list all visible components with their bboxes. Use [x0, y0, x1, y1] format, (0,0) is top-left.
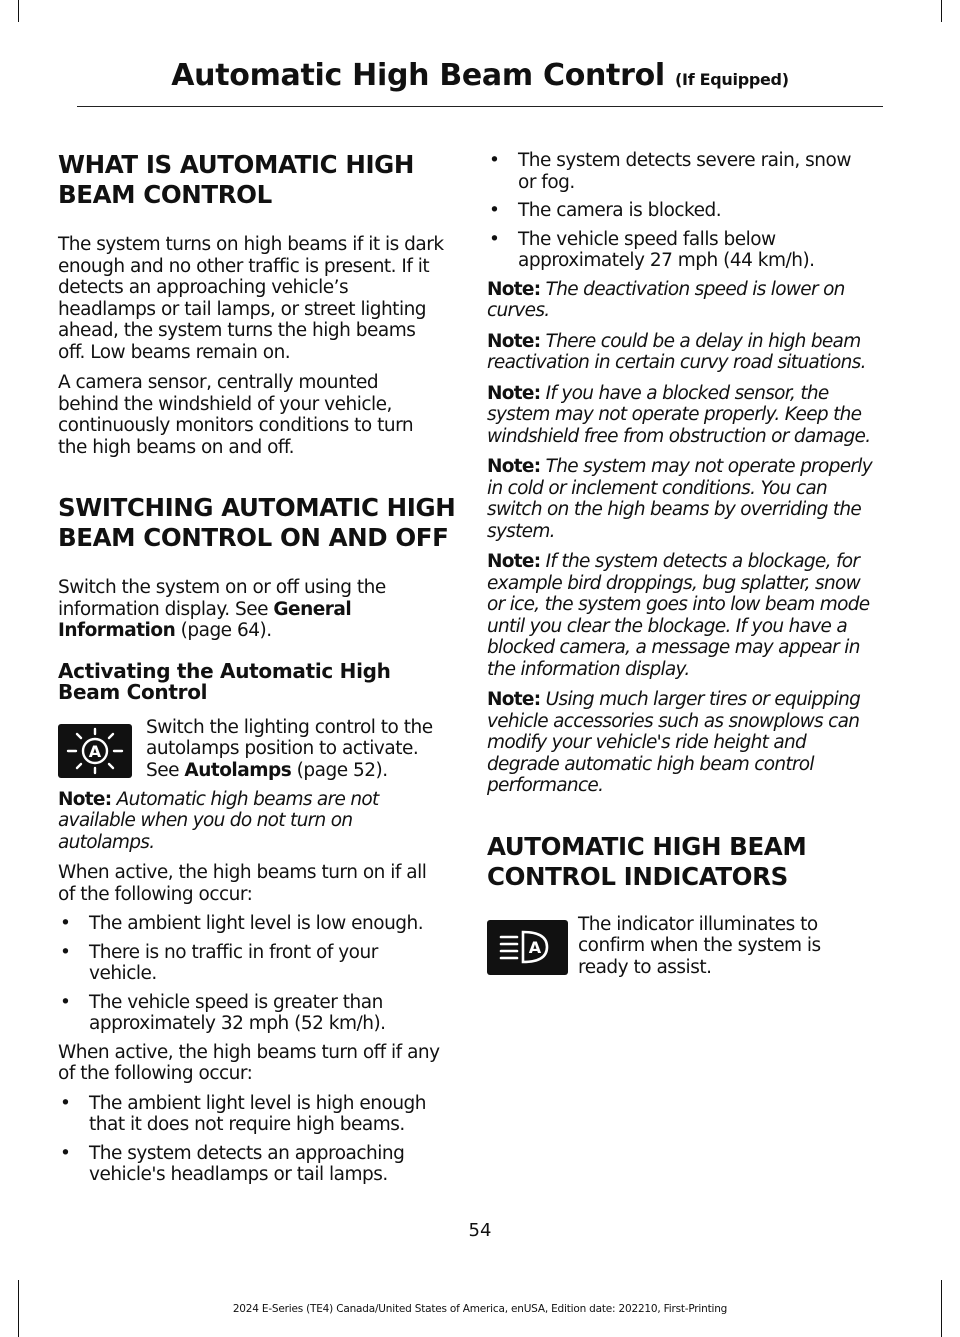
- list-turn-off-conditions: [58, 1093, 448, 1186]
- list-turn-off-conditions-continued: [487, 150, 885, 272]
- list-item: • The camera is blocked.: [487, 200, 885, 222]
- subsection-title-activating: Activating the Automatic High Beam Control: [58, 658, 391, 704]
- note-reactivation-delay: Note: There could be a delay in high beam reactivation in certain curvy road situations.: [487, 330, 866, 373]
- note-autolamps-required: Note: Automatic high beams are not available when you do not turn on autolamps.: [58, 788, 379, 853]
- autolamps-instruction: [58, 716, 448, 794]
- note-blockage: Note: If the system detects a blockage, for example bird droppings, bug splatter, snow or ice, the system goes into low beam mode until you clear the blockage. If you have a blocked camera, a message may appear in the information display.: [487, 551, 870, 680]
- header-divider: [77, 106, 883, 107]
- list-item: • The vehicle speed falls below approximately 27 mph (44 km/h).: [487, 229, 885, 272]
- autolamps-icon: [58, 724, 132, 778]
- link-general-information-cont[interactable]: Information: [58, 620, 176, 641]
- svg-text:A: A: [88, 741, 102, 761]
- list-item: • The system detects severe rain, snow or fog.: [487, 150, 885, 193]
- paragraph-system-overview: The system turns on high beams if it is dark enough and no other traffic is present. If it detects an approaching vehicle’s headlamps or tail lamps, or street lighting ahead, the system turns the high beams off. Low beams remain on.: [58, 234, 444, 363]
- autolamps-instruction-text: Switch the lighting control to the autolamps position to activate. See Autolamps (page 52).: [146, 716, 433, 781]
- list-item: • The system detects an approaching vehicle's headlamps or tail lamps.: [58, 1143, 448, 1186]
- section-title-switching: SWITCHING AUTOMATIC HIGH BEAM CONTROL ON AND OFF: [58, 493, 456, 552]
- page-number: 54: [468, 1220, 492, 1241]
- link-autolamps[interactable]: Autolamps: [184, 759, 292, 781]
- indicator-description: [487, 913, 885, 990]
- section-title-what-is: WHAT IS AUTOMATIC HIGH BEAM CONTROL: [58, 150, 414, 209]
- note-cold-conditions: Note: The system may not operate properly in cold or inclement conditions. You can switch on the high beams by overriding the system.: [487, 456, 872, 542]
- svg-text:A: A: [528, 937, 542, 957]
- paragraph-camera-sensor: A camera sensor, centrally mounted behind the windshield of your vehicle, continuously monitors conditions to turn the high beams on and off.: [58, 372, 414, 458]
- paragraph-turn-on-conditions: When active, the high beams turn on if all of the following occur:: [58, 862, 427, 905]
- left-column: [58, 150, 456, 1193]
- indicator-description-text: The indicator illuminates to confirm when the system is ready to assist.: [578, 913, 821, 978]
- page-header-subtitle: (If Equipped): [675, 70, 789, 89]
- auto-high-beam-indicator-icon: [487, 920, 568, 975]
- section-title-indicators: AUTOMATIC HIGH BEAM CONTROL INDICATORS: [487, 831, 807, 891]
- note-blocked-sensor: Note: If you have a blocked sensor, the system may not operate properly. Keep the windshield free from obstruction or damage.: [487, 382, 871, 447]
- list-item: • The ambient light level is high enough that it does not require high beams.: [58, 1093, 448, 1136]
- edition-info: 2024 E-Series (TE4) Canada/United States of America, enUSA, Edition date: 202210, First-Printing: [232, 1303, 728, 1315]
- paragraph-switch-on-off: Switch the system on or off using the information display. See General Information (page 64).: [58, 577, 386, 641]
- crop-mark: [18, 0, 19, 22]
- link-general-information[interactable]: General: [273, 598, 352, 620]
- crop-mark: [941, 0, 942, 22]
- note-tires-accessories: Note: Using much larger tires or equipping vehicle accessories such as snowplows can modify your vehicle's ride height and degrade automatic high beam control performance.: [487, 689, 861, 796]
- paragraph-turn-off-conditions: When active, the high beams turn off if any of the following occur:: [58, 1041, 440, 1084]
- page-header-title: Automatic High Beam Control (If Equipped): [171, 58, 789, 93]
- list-item: • There is no traffic in front of your vehicle.: [58, 942, 448, 985]
- note-deactivation-speed: Note: The deactivation speed is lower on curves.: [487, 278, 845, 321]
- list-item: • The vehicle speed is greater than approximately 32 mph (52 km/h).: [58, 992, 448, 1035]
- list-item: • The ambient light level is low enough.: [58, 913, 448, 935]
- right-column: [487, 150, 885, 990]
- list-turn-on-conditions: [58, 913, 448, 1035]
